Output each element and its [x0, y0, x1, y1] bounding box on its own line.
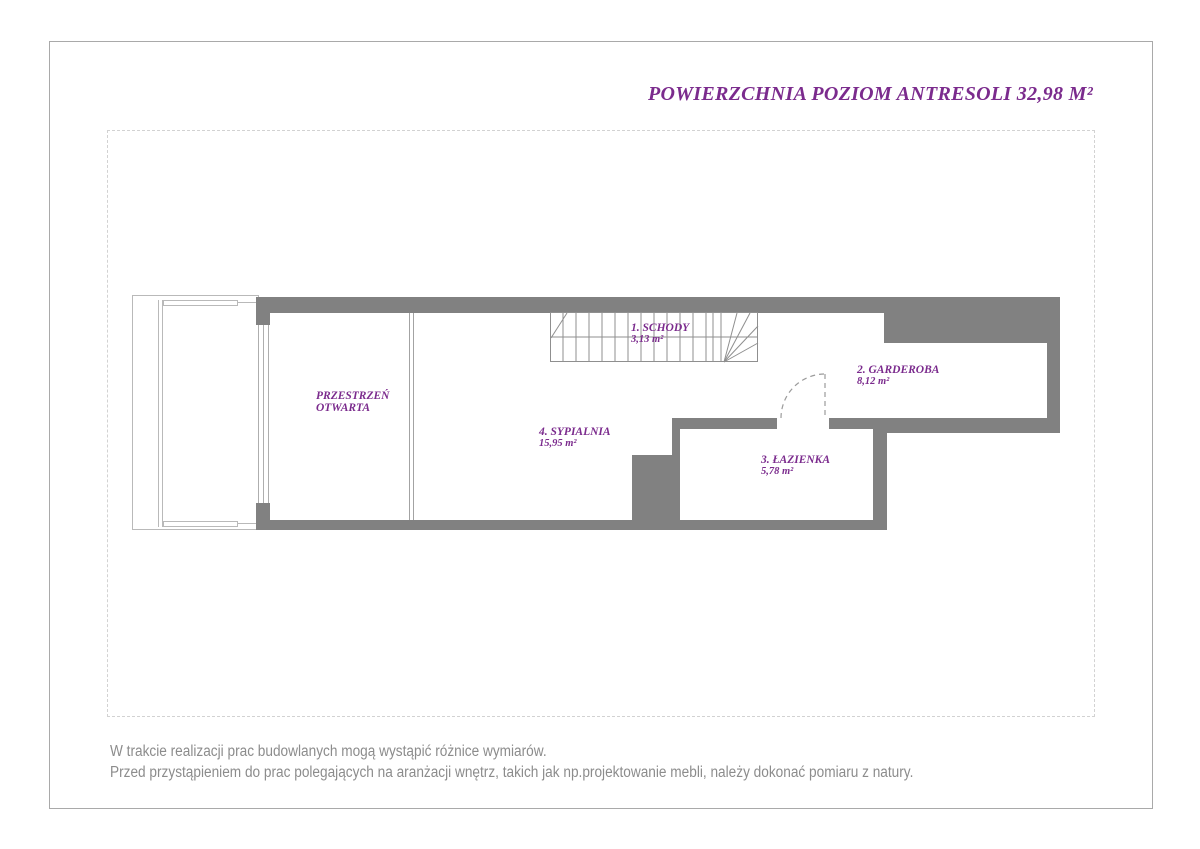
wall-right-block — [884, 313, 1060, 343]
wall-bathroom-top-left — [672, 418, 777, 429]
door-swing-icon — [775, 368, 831, 422]
footer-disclaimer — [110, 742, 913, 783]
balcony-rail-line — [162, 300, 163, 527]
wall-left-bottom-stub — [256, 503, 270, 530]
wall-bathroom-top-right — [829, 418, 873, 429]
wall-middle-block — [632, 455, 673, 530]
room-name: 4. SYPIALNIA — [539, 426, 611, 438]
room-area: 5,78 m² — [761, 466, 794, 477]
room-label-garderoba — [857, 364, 939, 388]
balcony-rail-line — [158, 300, 159, 527]
wall-top — [256, 297, 1060, 313]
wall-bottom — [256, 520, 887, 530]
wall-garderoba-bottom — [873, 418, 1060, 433]
balcony-connector — [237, 302, 257, 303]
balcony-rail-top — [163, 300, 238, 306]
room-name: 1. SCHODY — [631, 322, 690, 334]
balcony-rail-bottom — [163, 521, 238, 527]
balcony-connector — [237, 523, 257, 524]
wall-left-top-stub — [256, 313, 270, 325]
balcony-outline — [132, 295, 259, 530]
room-label-lazienka — [761, 454, 830, 478]
room-name: PRZESTRZEŃ — [316, 390, 390, 402]
room-name: OTWARTA — [316, 402, 371, 414]
window-line — [258, 325, 259, 503]
room-label-open-space — [316, 390, 389, 414]
room-area: 15,95 m² — [539, 438, 577, 449]
mezzanine-railing-line — [409, 313, 410, 520]
room-area: 8,12 m² — [857, 376, 890, 387]
room-label-schody — [631, 322, 689, 346]
room-area: 3,13 m² — [631, 334, 664, 345]
room-name: 2. GARDEROBA — [857, 364, 940, 376]
wall-bathroom-left — [672, 418, 680, 520]
room-label-sypialnia — [539, 426, 611, 450]
window-line — [263, 325, 264, 503]
footer-line: Przed przystąpieniem do prac polegających na aranżacji wnętrz, takich jak np.projektowanie mebli, należy dokonać pomiaru z natury. — [110, 763, 914, 781]
room-name: 3. ŁAZIENKA — [761, 454, 831, 466]
mezzanine-railing-line — [413, 313, 414, 520]
window-line — [268, 325, 269, 503]
wall-bathroom-right — [873, 418, 887, 530]
footer-line: W trakcie realizacji prac budowlanych mogą wystąpić różnice wymiarów. — [110, 743, 547, 760]
page-title: POWIERZCHNIA POZIOM ANTRESOLI 32,98 M² — [647, 83, 1093, 105]
